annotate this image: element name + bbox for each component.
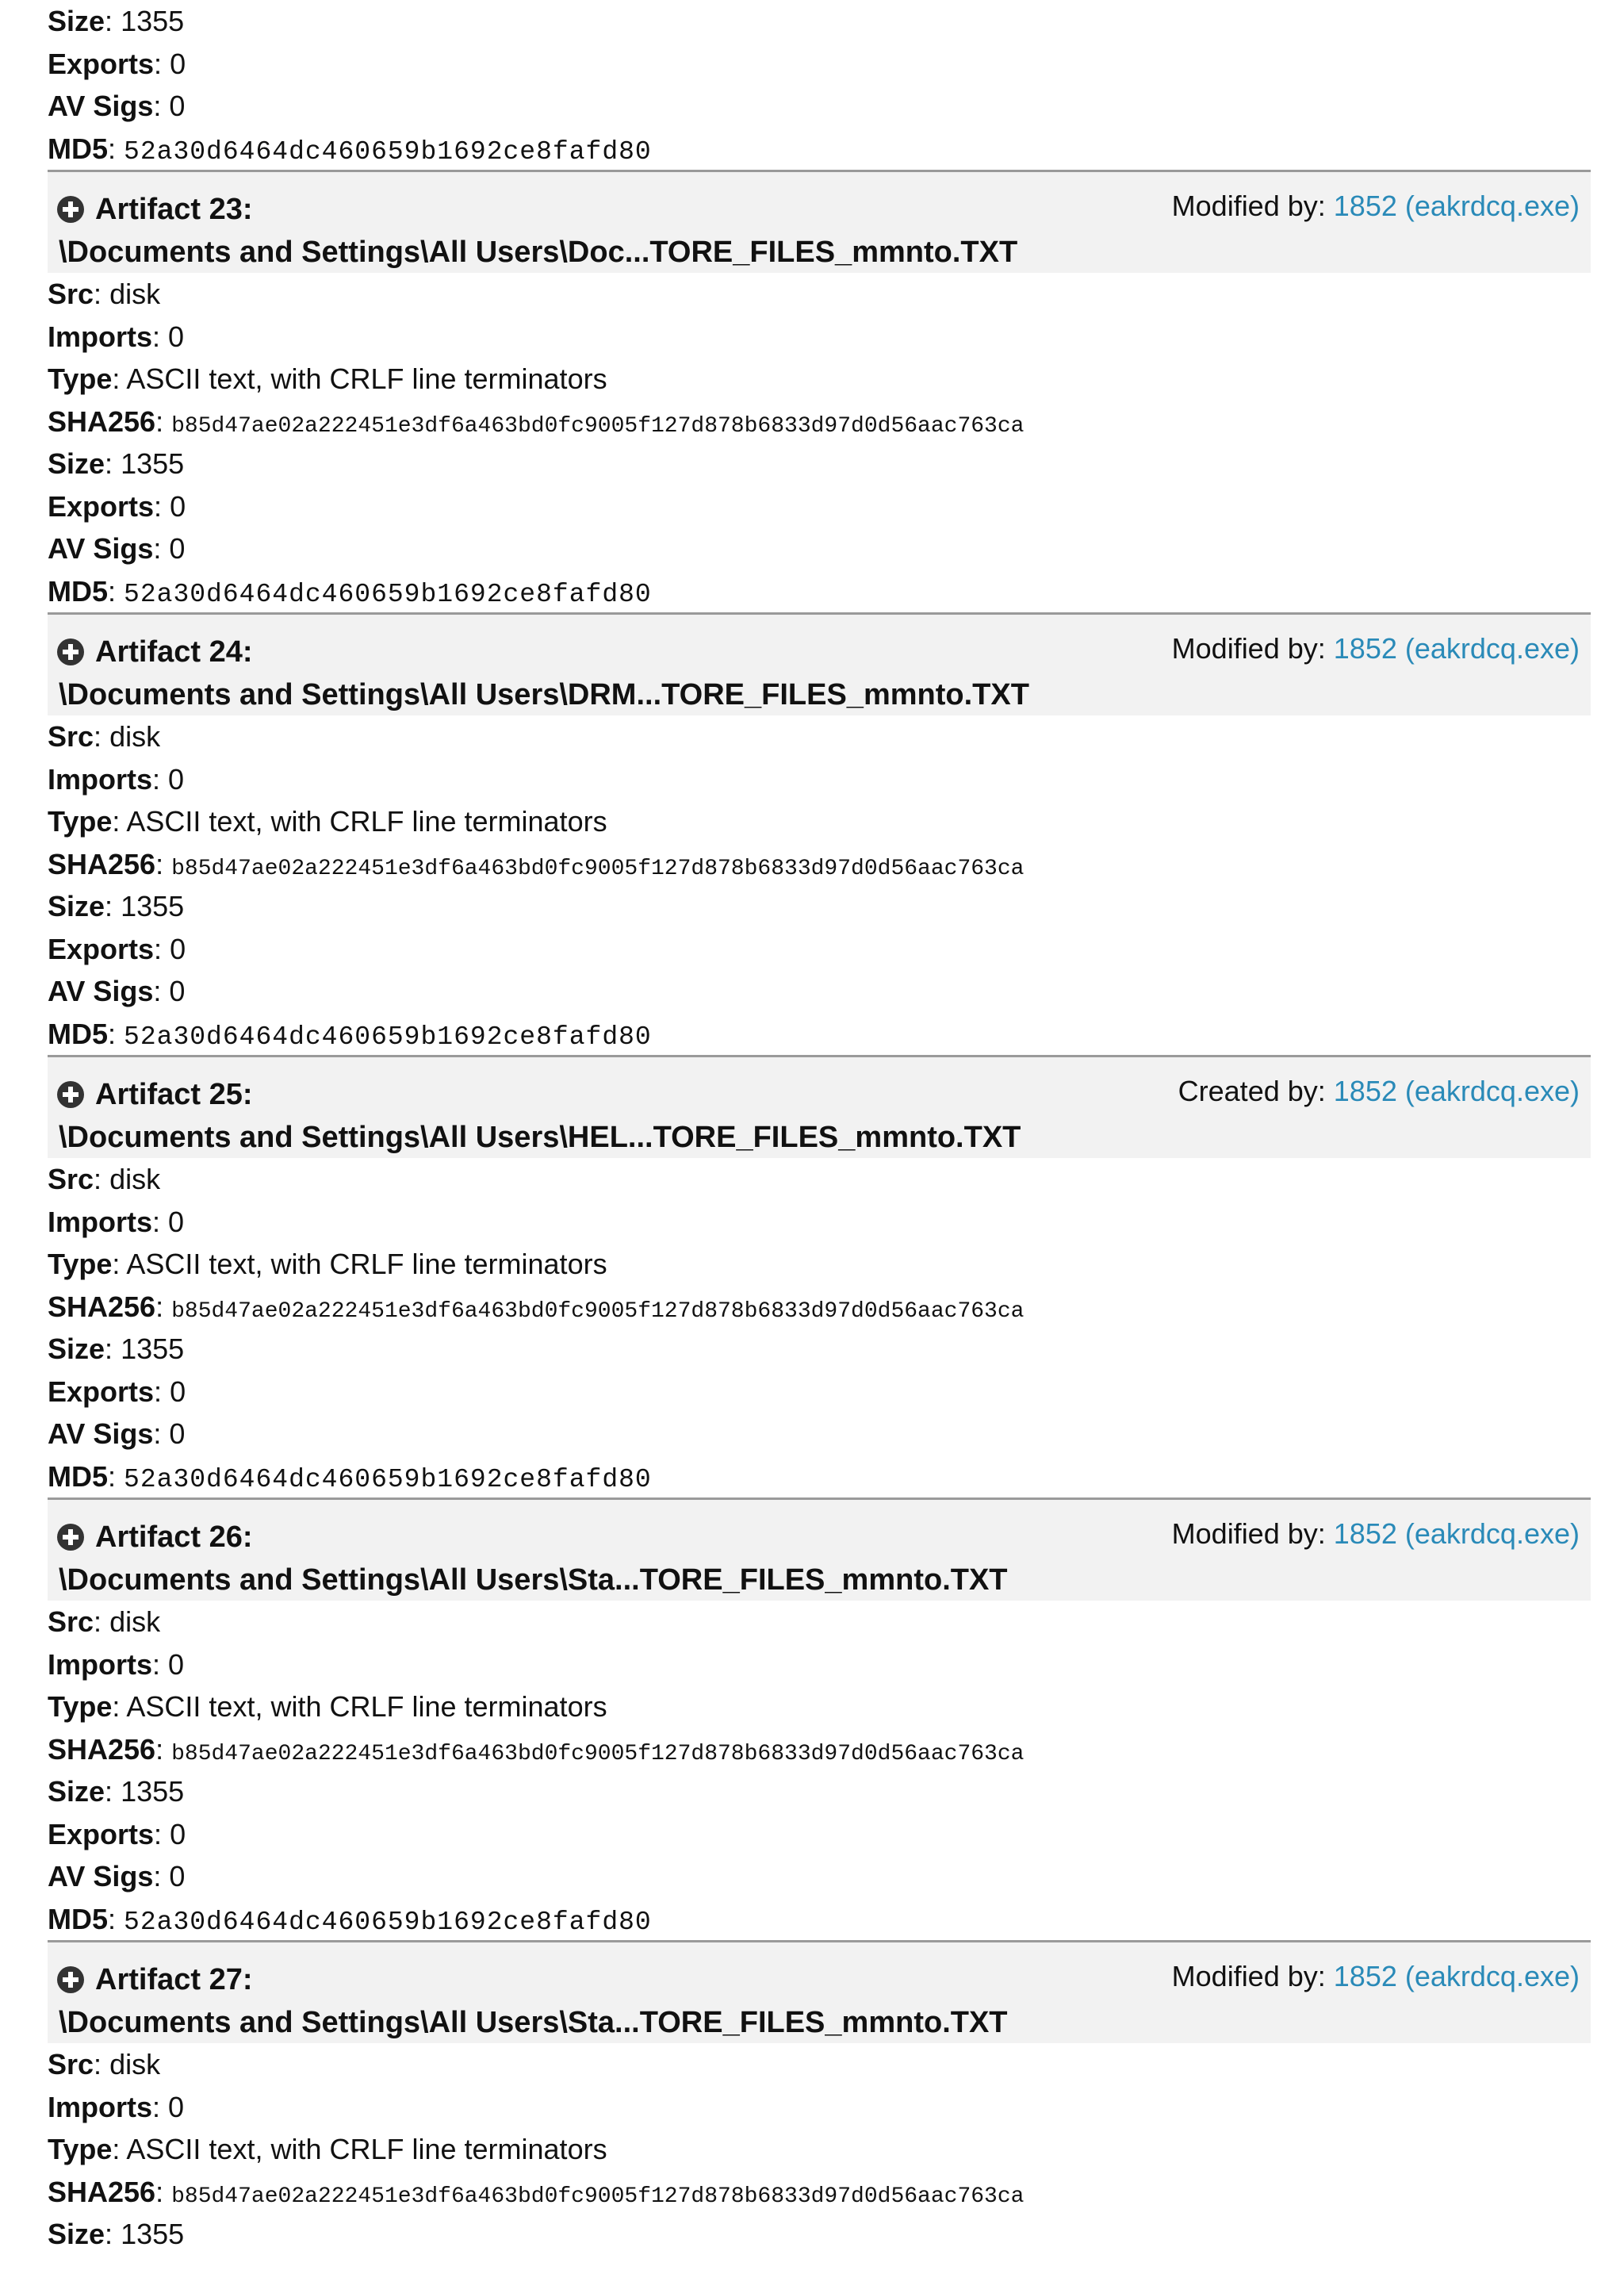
artifact-number: Artifact 26:	[95, 1520, 253, 1554]
size-row: Size: 1355	[48, 447, 185, 480]
imports-label: Imports	[48, 2090, 153, 2123]
src-value: disk	[109, 1163, 161, 1195]
pid[interactable]: 1852	[1333, 1960, 1397, 1992]
exports-label: Exports	[48, 1375, 155, 1408]
size-value: 1355	[121, 890, 185, 922]
src-label: Src	[48, 2048, 94, 2080]
sha256-row: SHA256: b85d47ae02a222451e3df6a463bd0fc9005f127d878b6833d97d0d56aac763ca	[48, 1732, 1025, 1766]
type-value: ASCII text, with CRLF line terminators	[126, 362, 607, 395]
imports-label: Imports	[48, 1205, 153, 1238]
process-name[interactable]: (eakrdcq.exe)	[1404, 1960, 1580, 1992]
expand-plus-icon[interactable]	[57, 1081, 84, 1108]
exports-row: Exports: 0	[48, 932, 186, 965]
md5-label: MD5	[48, 574, 109, 608]
av-sigs-row: AV Sigs: 0	[48, 975, 186, 1007]
imports-label: Imports	[48, 1647, 153, 1681]
imports-value: 0	[168, 1205, 185, 1238]
av-sigs-value: 0	[169, 1860, 186, 1892]
expand-plus-icon[interactable]	[57, 196, 84, 223]
src-value: disk	[109, 2048, 161, 2080]
sha256-value: b85d47ae02a222451e3df6a463bd0fc9005f127d878b6833d97d0d56aac763ca	[171, 2184, 1025, 2209]
artifact-title	[57, 1073, 1021, 1159]
type-value: ASCII text, with CRLF line terminators	[126, 1248, 607, 1280]
sha256-value: b85d47ae02a222451e3df6a463bd0fc9005f127d878b6833d97d0d56aac763ca	[171, 1298, 1025, 1324]
src-label: Src	[48, 1163, 94, 1195]
imports-label: Imports	[48, 320, 153, 353]
av-sigs-row: AV Sigs: 0	[48, 1860, 186, 1892]
process-link[interactable]	[1334, 632, 1580, 665]
pid[interactable]: 1852	[1333, 190, 1397, 222]
process-name[interactable]: (eakrdcq.exe)	[1404, 1517, 1580, 1550]
artifact-24	[48, 612, 1591, 1055]
artifact-meta	[1172, 188, 1580, 224]
exports-row: Exports: 0	[48, 489, 186, 523]
type-value: ASCII text, with CRLF line terminators	[126, 805, 607, 838]
md5-value: 52a30d6464dc460659b1692ce8fafd80	[124, 136, 652, 167]
process-name[interactable]: (eakrdcq.exe)	[1404, 190, 1580, 222]
src-label: Src	[48, 278, 94, 310]
type-value: ASCII text, with CRLF line terminators	[126, 2133, 607, 2165]
exports-value: 0	[170, 932, 186, 965]
type-row: Type: ASCII text, with CRLF line terminators	[48, 2133, 607, 2165]
av-sigs-row: AV Sigs: 0	[48, 532, 186, 565]
sha256-row: SHA256: b85d47ae02a222451e3df6a463bd0fc9005f127d878b6833d97d0d56aac763ca	[48, 2175, 1025, 2209]
md5-value: 52a30d6464dc460659b1692ce8fafd80	[124, 1907, 652, 1937]
size-value: 1355	[121, 2218, 185, 2250]
imports-label: Imports	[48, 762, 153, 796]
imports-row: Imports: 0	[48, 320, 185, 353]
size-row: Size: 1355	[48, 1775, 185, 1808]
artifact-header[interactable]	[48, 1940, 1591, 2043]
process-link[interactable]	[1334, 1075, 1580, 1107]
av-sigs-label: AV Sigs	[48, 1417, 154, 1450]
md5-row: MD5: 52a30d6464dc460659b1692ce8fafd80	[48, 1017, 652, 1052]
artifact-meta	[1172, 1516, 1580, 1552]
exports-value: 0	[170, 1375, 186, 1408]
imports-value: 0	[168, 2090, 185, 2123]
sha256-label: SHA256	[48, 847, 156, 880]
artifact-path: \Documents and Settings\All Users\HEL...TORE_FILES_mmnto.TXT	[59, 1121, 1021, 1154]
process-link[interactable]	[1334, 190, 1580, 222]
av-sigs-value: 0	[169, 532, 186, 565]
type-row: Type: ASCII text, with CRLF line terminators	[48, 1248, 607, 1280]
sha256-value: b85d47ae02a222451e3df6a463bd0fc9005f127d878b6833d97d0d56aac763ca	[171, 413, 1025, 439]
src-row: Src: disk	[48, 1605, 161, 1638]
type-label: Type	[48, 1690, 113, 1723]
md5-label: MD5	[48, 1459, 109, 1493]
exports-value: 0	[170, 1817, 186, 1850]
artifact-number: Artifact 27:	[95, 1963, 253, 1996]
av-sigs-row: AV Sigs: 0	[48, 90, 186, 122]
exports-label: Exports	[48, 1817, 155, 1850]
artifact-path: \Documents and Settings\All Users\Sta...TORE_FILES_mmnto.TXT	[59, 2006, 1008, 2039]
av-sigs-value: 0	[169, 1417, 186, 1450]
av-sigs-value: 0	[169, 975, 186, 1007]
expand-plus-icon[interactable]	[57, 1524, 84, 1551]
md5-label: MD5	[48, 1902, 109, 1935]
sha256-row: SHA256: b85d47ae02a222451e3df6a463bd0fc9005f127d878b6833d97d0d56aac763ca	[48, 1290, 1025, 1324]
exports-row: Exports: 0	[48, 47, 186, 80]
exports-row: Exports: 0	[48, 1817, 186, 1850]
type-row: Type: ASCII text, with CRLF line terminators	[48, 1690, 607, 1723]
process-link[interactable]	[1334, 1960, 1580, 1992]
artifact-header[interactable]	[48, 612, 1591, 715]
artifact-number: Artifact 25:	[95, 1078, 253, 1111]
sha256-row: SHA256: b85d47ae02a222451e3df6a463bd0fc9005f127d878b6833d97d0d56aac763ca	[48, 847, 1025, 881]
imports-row: Imports: 0	[48, 762, 185, 796]
size-row: Size: 1355	[48, 2218, 185, 2250]
artifact-list	[48, 0, 1591, 2256]
src-row: Src: disk	[48, 1163, 161, 1195]
src-value: disk	[109, 278, 161, 310]
sha256-label: SHA256	[48, 405, 156, 438]
md5-value: 52a30d6464dc460659b1692ce8fafd80	[124, 1464, 652, 1494]
md5-row: MD5: 52a30d6464dc460659b1692ce8fafd80	[48, 132, 652, 167]
av-sigs-label: AV Sigs	[48, 975, 154, 1007]
size-value: 1355	[121, 1333, 185, 1365]
type-value: ASCII text, with CRLF line terminators	[126, 1690, 607, 1723]
md5-value: 52a30d6464dc460659b1692ce8fafd80	[124, 579, 652, 609]
artifact-path: \Documents and Settings\All Users\Doc...TORE_FILES_mmnto.TXT	[59, 236, 1018, 269]
md5-label: MD5	[48, 132, 109, 165]
artifact-path: \Documents and Settings\All Users\DRM...TORE_FILES_mmnto.TXT	[59, 678, 1029, 711]
artifact-27	[48, 1940, 1591, 2256]
artifact-number: Artifact 23:	[95, 193, 253, 226]
exports-value: 0	[170, 47, 186, 80]
md5-row: MD5: 52a30d6464dc460659b1692ce8fafd80	[48, 574, 652, 609]
artifact-path: \Documents and Settings\All Users\Sta...TORE_FILES_mmnto.TXT	[59, 1563, 1008, 1597]
av-sigs-label: AV Sigs	[48, 532, 154, 565]
exports-row: Exports: 0	[48, 1375, 186, 1408]
av-sigs-label: AV Sigs	[48, 90, 154, 122]
src-row: Src: disk	[48, 2048, 161, 2080]
size-label: Size	[48, 1333, 105, 1365]
artifact-number: Artifact 24:	[95, 635, 253, 669]
artifact-title	[57, 188, 1017, 274]
imports-value: 0	[168, 320, 185, 353]
expand-plus-icon[interactable]	[57, 1966, 84, 1993]
artifact-23	[48, 170, 1591, 612]
size-value: 1355	[121, 1775, 185, 1808]
process-link[interactable]	[1334, 1517, 1580, 1550]
exports-label: Exports	[48, 47, 155, 80]
src-row: Src: disk	[48, 720, 161, 753]
imports-row: Imports: 0	[48, 1205, 185, 1238]
exports-label: Exports	[48, 932, 155, 965]
type-row: Type: ASCII text, with CRLF line terminators	[48, 805, 607, 838]
pid[interactable]: 1852	[1333, 632, 1397, 665]
size-value: 1355	[121, 5, 185, 37]
src-label: Src	[48, 1605, 94, 1638]
artifact-25	[48, 1055, 1591, 1497]
imports-row: Imports: 0	[48, 1647, 185, 1681]
action-label: Modified by:	[1171, 1960, 1326, 1992]
size-row: Size: 1355	[48, 1333, 185, 1365]
md5-row: MD5: 52a30d6464dc460659b1692ce8fafd80	[48, 1459, 652, 1494]
type-row: Type: ASCII text, with CRLF line terminators	[48, 362, 607, 395]
exports-value: 0	[170, 489, 186, 523]
src-row: Src: disk	[48, 278, 161, 310]
artifact-header[interactable]	[48, 1497, 1591, 1601]
sha256-row: SHA256: b85d47ae02a222451e3df6a463bd0fc9005f127d878b6833d97d0d56aac763ca	[48, 405, 1025, 439]
artifact-meta	[1172, 1958, 1580, 1995]
artifact-header[interactable]	[48, 1055, 1591, 1158]
md5-row: MD5: 52a30d6464dc460659b1692ce8fafd80	[48, 1902, 652, 1937]
src-value: disk	[109, 1605, 161, 1638]
type-label: Type	[48, 2133, 113, 2165]
artifact-meta	[1172, 631, 1580, 667]
type-label: Type	[48, 1248, 113, 1280]
size-label: Size	[48, 447, 105, 480]
artifact-meta	[1178, 1073, 1580, 1110]
src-label: Src	[48, 720, 94, 753]
md5-label: MD5	[48, 1017, 109, 1050]
action-label: Created by:	[1178, 1075, 1326, 1107]
imports-value: 0	[168, 762, 185, 796]
md5-value: 52a30d6464dc460659b1692ce8fafd80	[124, 1022, 652, 1052]
action-label: Modified by:	[1171, 190, 1326, 222]
imports-value: 0	[168, 1647, 185, 1681]
sha256-value: b85d47ae02a222451e3df6a463bd0fc9005f127d878b6833d97d0d56aac763ca	[171, 1741, 1025, 1766]
artifact-title	[57, 1516, 1008, 1601]
size-row: Size: 1355	[48, 890, 185, 922]
sha256-label: SHA256	[48, 1732, 156, 1766]
process-name[interactable]: (eakrdcq.exe)	[1404, 632, 1580, 665]
size-label: Size	[48, 890, 105, 922]
size-label: Size	[48, 2218, 105, 2250]
size-label: Size	[48, 5, 105, 37]
action-label: Modified by:	[1171, 1517, 1326, 1550]
artifact-title	[57, 1958, 1008, 2044]
sha256-label: SHA256	[48, 2175, 156, 2208]
imports-row: Imports: 0	[48, 2090, 185, 2123]
sha256-label: SHA256	[48, 1290, 156, 1323]
src-value: disk	[109, 720, 161, 753]
expand-plus-icon[interactable]	[57, 638, 84, 665]
size-row: Size: 1355	[48, 5, 185, 37]
av-sigs-value: 0	[169, 90, 186, 122]
pid[interactable]: 1852	[1333, 1517, 1397, 1550]
artifact-header[interactable]	[48, 170, 1591, 273]
exports-label: Exports	[48, 489, 155, 523]
pid[interactable]: 1852	[1333, 1075, 1397, 1107]
size-label: Size	[48, 1775, 105, 1808]
action-label: Modified by:	[1171, 632, 1326, 665]
av-sigs-row: AV Sigs: 0	[48, 1417, 186, 1450]
artifact-26	[48, 1497, 1591, 1940]
type-label: Type	[48, 805, 113, 838]
process-name[interactable]: (eakrdcq.exe)	[1404, 1075, 1580, 1107]
type-label: Type	[48, 362, 113, 395]
av-sigs-label: AV Sigs	[48, 1860, 154, 1892]
artifact-details-partial	[48, 0, 1591, 170]
size-value: 1355	[121, 447, 185, 480]
artifact-title	[57, 631, 1029, 716]
sha256-value: b85d47ae02a222451e3df6a463bd0fc9005f127d878b6833d97d0d56aac763ca	[171, 856, 1025, 881]
